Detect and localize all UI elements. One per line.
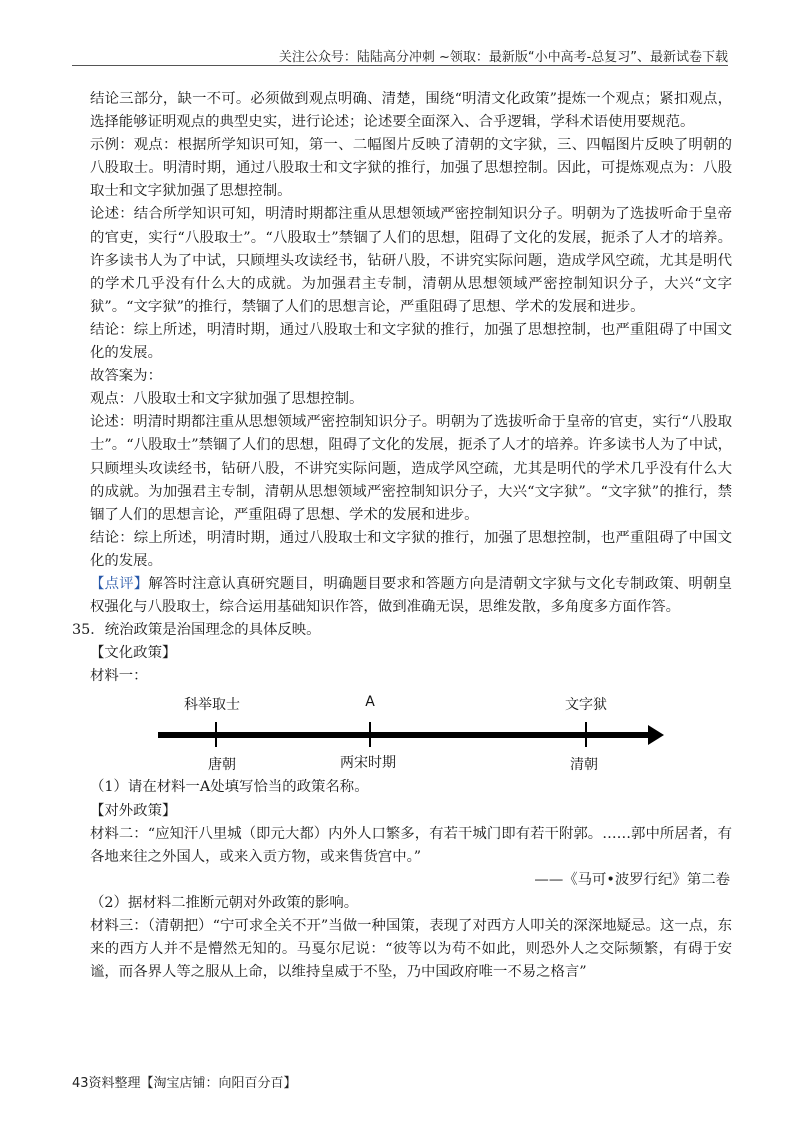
page-header: 关注公众号：陆陆高分冲刺 ~领取：最新版“小中高考-总复习”、最新试卷下载 <box>278 50 728 65</box>
material-2: 材料二：“应知汗八里城（即元大都）内外人口繁多，有若干城门即有若干附郭。……郭中所居者，有各地来往之外国人，或来入贡方物，或来售货宫中。” <box>90 825 732 865</box>
answer-argument: 论述：明清时期都注重从思想领域严密控制知识分子。明朝为了选拔听命于皇帝的官吏，实行“八股取士”。“八股取士”禁锢了人们的思想，阻碍了文化的发展，扼杀了人才的培养。许多读书人为了中试，只顾埋头攻读经书，钻研八股，不讲究实际问题，造成学风空疏，尤其是明代的学术几乎没有什么大的成就。为加强君主专制，清朝从思想领域严密控制知识分子，大兴“文字狱”。“文字狱”的推行，禁锢了人们的思想言论，严重阻碍了思想、学术的发展和进步。 <box>90 414 732 523</box>
paragraph-intro: 结论三部分，缺一不可。必须做到观点明确、清楚，围绕“明清文化政策”提炼一个观点；紧扣观点，选择能够证明观点的典型史实，进行论述；论述要全面深入、合乎逻辑，学科术语使用要规范。 <box>90 91 732 131</box>
paragraph-example: 示例：观点：根据所学知识可知，第一、二幅图片反映了清朝的文字狱，三、四幅图片反映了明朝的八股取士。明清时期，通过八股取士和文字狱的推行，加强了思想控制。因此，可提炼观点为：八股取士和文字狱加强了思想控制。 <box>90 137 732 200</box>
material-3: 材料三：（清朝把）“宁可求全关不开”当做一种国策，表现了对西方人叩关的深深地疑忌。这一点，东来的西方人并不是懵然无知的。马戛尔尼说：“彼等以为苟不如此，则恐外人之交际频繁，有碍于安谧，而各界人等之服从上命，以维持皇威于不坠，乃中国政府唯一不易之格言” <box>90 918 732 981</box>
sub-question-1: （1）请在材料一A处填写恰当的政策名称。 <box>90 779 369 796</box>
header-divider <box>72 65 728 66</box>
timeline-arrow <box>72 692 732 774</box>
document-body <box>72 88 732 984</box>
timeline-figure <box>72 692 732 774</box>
timeline-label-song: 两宋时期 <box>340 755 396 772</box>
paragraph-argument: 论述：结合所学知识可知，明清时期都注重从思想领域严密控制知识分子。明朝为了选拔听命于皇帝的官吏，实行“八股取士”。“八股取士”禁锢了人们的思想，阻碍了文化的发展，扼杀了人才的培养。许多读书人为了中试，只顾埋头攻读经书，钻研八股，不讲究实际问题，造成学风空疏，尤其是明代的学术几乎没有什么大的成就。为加强君主专制，清朝从思想领域严密控制知识分子，大兴“文字狱”。“文字狱”的推行，禁锢了人们的思想言论，严重阻碍了思想、学术的发展和进步。 <box>90 206 732 315</box>
material-1-label: 材料一： <box>90 668 148 685</box>
section-foreign-policy: 【对外政策】 <box>90 802 177 819</box>
timeline-label-tang: 唐朝 <box>208 757 236 774</box>
timeline-label-qing: 清朝 <box>570 757 598 774</box>
answer-heading: 故答案为： <box>90 368 162 385</box>
paragraph-conclusion: 结论：综上所述，明清时期，通过八股取士和文字狱的推行，加强了思想控制，也严重阻碍了中国文化的发展。 <box>90 321 732 362</box>
answer-conclusion: 结论：综上所述，明清时期，通过八股取士和文字狱的推行，加强了思想控制，也严重阻碍了中国文化的发展。 <box>90 529 732 569</box>
material-2-source: ——《马可•波罗行纪》第二卷 <box>534 871 730 888</box>
timeline-label-a: A <box>365 694 375 711</box>
page-footer <box>72 1072 297 1091</box>
commentary-label: 【点评】 <box>90 575 149 592</box>
page-number: 43 <box>72 1076 89 1091</box>
section-culture-policy: 【文化政策】 <box>90 645 177 662</box>
timeline-label-wenziyu: 文字狱 <box>565 697 607 714</box>
sub-question-2: （2）据材料二推断元朝对外政策的影响。 <box>90 894 359 911</box>
question-35: 35．统治政策是治国理念的具体反映。 <box>72 622 321 639</box>
commentary <box>72 573 732 619</box>
commentary-text: 解答时注意认真研究题目，明确题目要求和答题方向是清朝文字狱与文化专制政策、明朝皇权强化与八股取士，综合运用基础知识作答，做到准确无误，思维发散，多角度多方面作答。 <box>90 575 732 616</box>
timeline-label-keju: 科举取士 <box>184 697 240 714</box>
answer-viewpoint: 观点：八股取士和文字狱加强了思想控制。 <box>90 391 364 408</box>
footer-text: 资料整理【淘宝店铺：向阳百分百】 <box>88 1076 297 1091</box>
